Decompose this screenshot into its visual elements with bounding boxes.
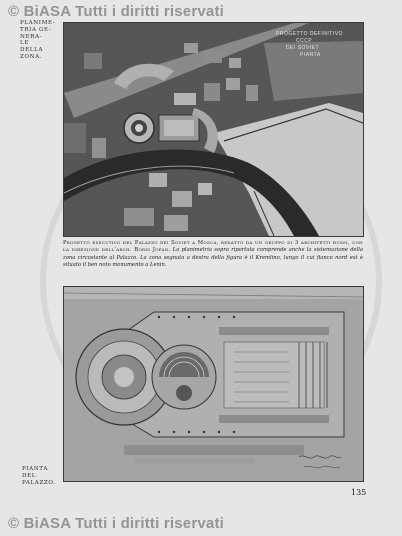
page-number: 135 bbox=[351, 488, 367, 497]
watermark-top: © BiASA Tutti i diritti riservati bbox=[8, 3, 225, 20]
floor-plan-drawing bbox=[64, 287, 363, 481]
side-label-line: PLANIME- bbox=[20, 20, 56, 26]
side-label-line: NERA- bbox=[20, 33, 43, 40]
side-label-line: PIANTA bbox=[22, 466, 48, 472]
site-plan-image bbox=[63, 22, 364, 237]
watermark-bottom: © BiASA Tutti i diritti riservati bbox=[8, 515, 225, 532]
stamp-line: PIANTA bbox=[300, 52, 321, 58]
side-label-line: ZONA. bbox=[20, 53, 43, 60]
side-label-line: PALAZZO. bbox=[22, 479, 56, 486]
side-label-planimetria bbox=[20, 20, 54, 61]
stamp-line: DEI SOVIET bbox=[286, 45, 320, 51]
side-label-line: TRIA GE- bbox=[20, 26, 52, 33]
palace-floor-plan-image bbox=[63, 286, 364, 482]
caption-body: La planimetria sopra riportata comprende anche la sistemazione della zona circostante al Palazzo. La zona segnata a destra della figura è il Kremlino, lungo il cui fianco nord est è situato il ben noto monumento a Lenin. bbox=[63, 247, 363, 269]
side-label-pianta bbox=[22, 466, 56, 486]
site-plan-drawing bbox=[64, 23, 363, 236]
caption-lead: Progetto esecutivo del Palazzo dei Soviet a Mosca, redatto da un gruppo di 3 architetti russi, con la direzione dell'arch. Boris Jofan. bbox=[63, 240, 363, 254]
side-label-line: DEL bbox=[22, 472, 37, 479]
stamp-line: CCCP bbox=[296, 38, 313, 44]
side-label-line: LE DELLA bbox=[20, 40, 44, 54]
figure-caption bbox=[63, 240, 363, 270]
stamp-line: PROGETTO DEFINITIVO bbox=[276, 31, 343, 37]
